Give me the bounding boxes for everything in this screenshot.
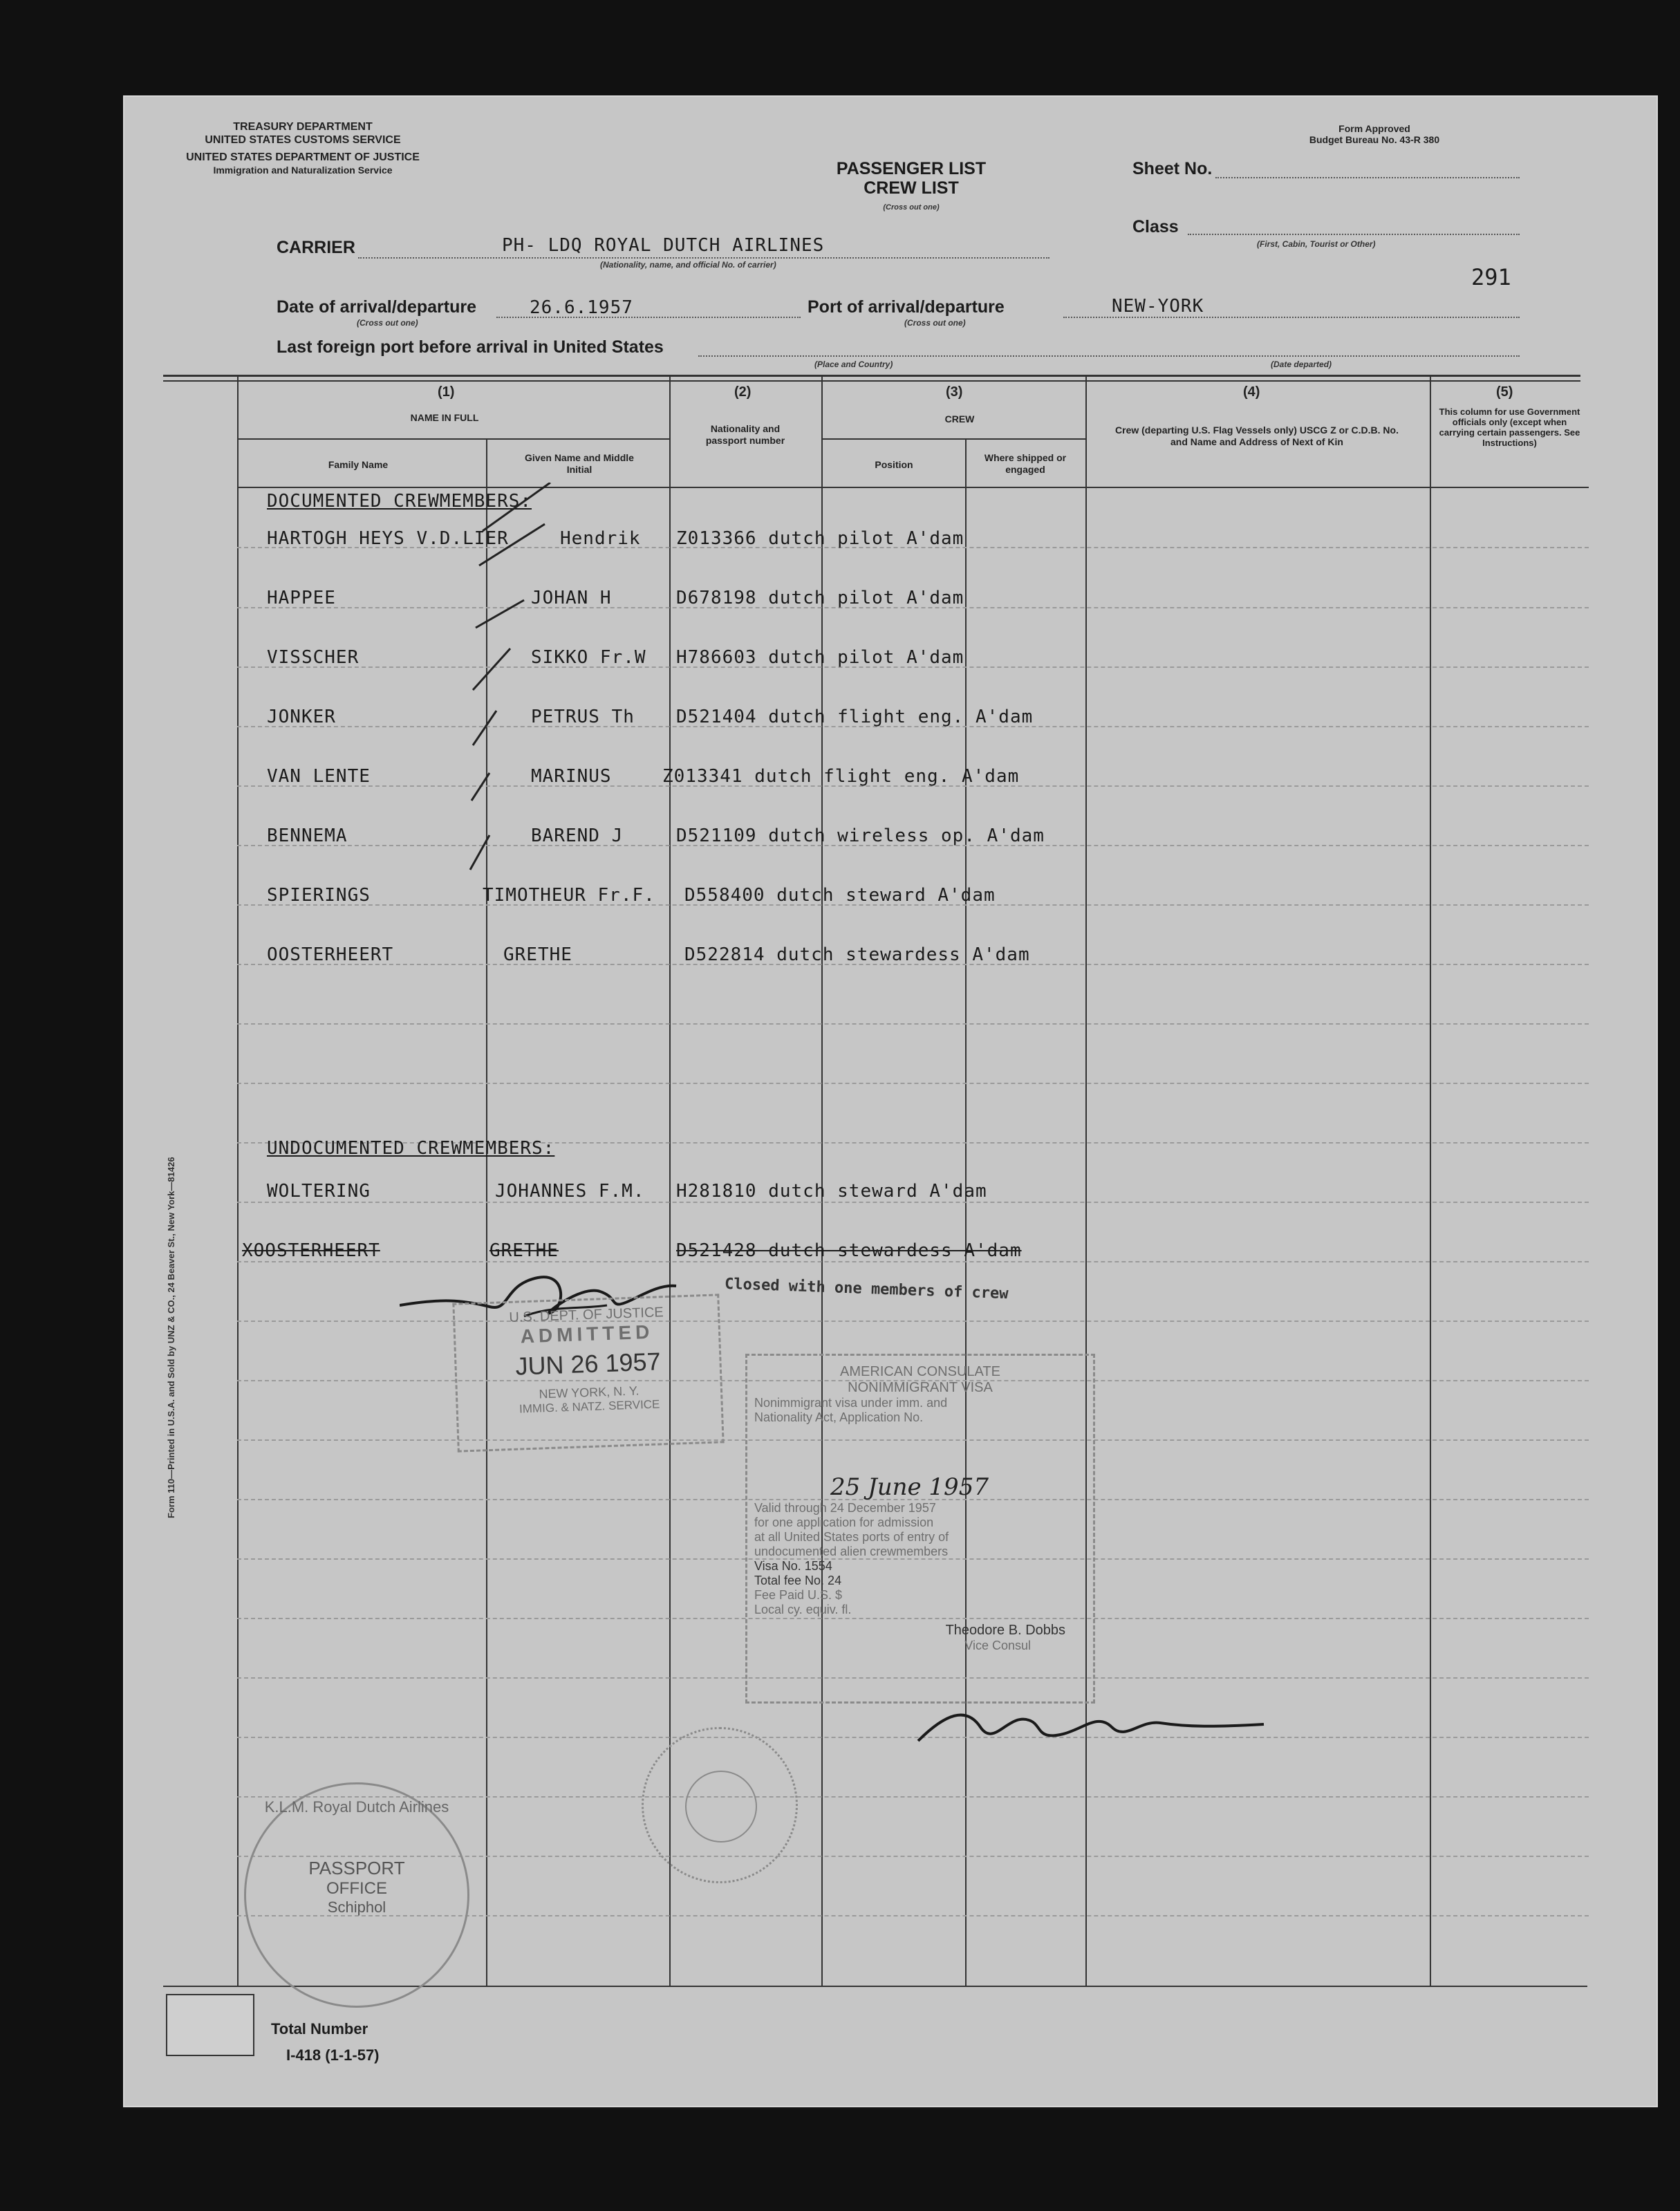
admitted-word: ADMITTED (520, 1321, 654, 1347)
class-label: Class (1132, 217, 1179, 236)
family-name: HAPPEE (267, 588, 336, 608)
col1-title: NAME IN FULL (410, 412, 479, 423)
given-name: BAREND J (531, 825, 624, 846)
date-value: 26.6.1957 (530, 297, 633, 318)
printer-side-text: Form 110—Printed in U.S.A. and Sold by UNZ & CO., 24 Beaver St., New York—81426 (166, 1157, 176, 1518)
consul-title: Vice Consul (964, 1639, 1031, 1652)
admitted-city: NEW YORK, N. Y. (539, 1383, 640, 1401)
klm-ring-text: K.L.M. Royal Dutch Airlines (264, 1798, 449, 1816)
col4-number: (4) (1243, 384, 1260, 400)
consulate-valid-line: Local cy. equiv. fl. (754, 1603, 852, 1616)
col3-title: CREW (944, 413, 975, 425)
given-name: MARINUS (531, 766, 612, 787)
given-name-head: Given Name and Middle Initial (525, 452, 634, 475)
family-name: JONKER (267, 707, 336, 727)
consulate-valid-line: Fee Paid U.S. $ (754, 1588, 843, 1602)
date-note: (Cross out one) (357, 318, 418, 328)
crew-details: H786603 dutch pilot A'dam (676, 647, 964, 668)
crew-details: D521109 dutch wireless op. A'dam (676, 825, 1045, 846)
closed-note: Closed with one members of crew (724, 1275, 1009, 1303)
family-name: HARTOGH HEYS V.D.LIER (267, 528, 509, 549)
given-name: GRETHE (489, 1240, 559, 1261)
col3-number: (3) (946, 384, 963, 400)
consul-name: Theodore B. Dobbs (945, 1623, 1065, 1638)
form-approved-line: Form Approved (1338, 123, 1410, 134)
class-note: (First, Cabin, Tourist or Other) (1257, 239, 1376, 249)
family-name: OOSTERHEERT (267, 944, 394, 965)
consulate-valid-line: undocumented alien crewmembers (754, 1545, 949, 1558)
given-name: JOHAN H (531, 588, 612, 608)
consulate-valid-line: for one application for admission (754, 1515, 934, 1529)
handwritten-ditto-marks (469, 483, 566, 994)
klm-schiphol: Schiphol (327, 1899, 386, 1916)
sheet-label: Sheet No. (1132, 159, 1213, 178)
carrier-note: (Nationality, name, and official No. of carrier) (600, 260, 776, 270)
agency-line-2: UNITED STATES CUSTOMS SERVICE (205, 134, 401, 146)
shipped-head: Where shipped or engaged (984, 452, 1067, 475)
klm-passport: PASSPORT (308, 1858, 405, 1878)
crew-details: D558400 dutch steward A'dam (684, 885, 996, 906)
position-head: Position (875, 459, 913, 470)
consulate-stamp (745, 1354, 1095, 1704)
admitted-stamp (452, 1294, 724, 1452)
col2-number: (2) (734, 384, 752, 400)
agency-line-1: TREASURY DEPARTMENT (233, 121, 373, 133)
crew-details: Z013341 dutch flight eng. A'dam (662, 766, 1020, 787)
crew-details: D521428 dutch stewardess A'dam (676, 1240, 1022, 1261)
port-note: (Cross out one) (904, 318, 966, 328)
eagle-icon (685, 1771, 757, 1842)
klm-office: OFFICE (326, 1879, 387, 1898)
list-title (801, 159, 1022, 217)
family-name: XOOSTERHEERT (242, 1240, 380, 1261)
undocumented-heading: UNDOCUMENTED CREWMEMBERS: (267, 1138, 555, 1159)
consulate-line: NONIMMIGRANT VISA (848, 1380, 993, 1395)
consular-seal (642, 1727, 798, 1883)
carrier-value: PH- LDQ ROYAL DUTCH AIRLINES (502, 235, 825, 256)
title-note: (Cross out one) (883, 203, 940, 212)
family-name: VAN LENTE (267, 766, 371, 787)
form-sheet (123, 95, 1658, 2107)
crew-details: D678198 dutch pilot A'dam (676, 588, 964, 608)
col5-title: This column for use Government officials only (except when carrying certain passengers. See Instructions) (1439, 407, 1580, 448)
col1-number: (1) (438, 384, 455, 400)
col4-title: Crew (departing U.S. Flag Vessels only) USCG Z or C.D.B. No. and Name and Address of Next of Kin (1115, 425, 1399, 447)
col5-number: (5) (1496, 384, 1513, 400)
port-label: Port of arrival/departure (808, 297, 1005, 317)
family-name: WOLTERING (267, 1181, 371, 1202)
admitted-date: JUN 26 1957 (514, 1347, 662, 1381)
consulate-line: Nonimmigrant visa under imm. and (754, 1396, 948, 1410)
given-name: SIKKO Fr.W (531, 647, 646, 668)
total-number-label: Total Number (271, 2020, 368, 2037)
consulate-line: Nationality Act, Application No. (754, 1410, 924, 1424)
port-value: NEW-YORK (1112, 296, 1204, 317)
consul-signature (904, 1699, 1278, 1762)
col2-title: Nationality and passport number (705, 423, 785, 446)
budget-bureau-line: Budget Bureau No. 43-R 380 (1309, 134, 1440, 145)
given-name: JOHANNES F.M. (495, 1181, 645, 1202)
form-approved (1285, 123, 1464, 145)
title-crew: CREW LIST (864, 178, 959, 198)
given-name: Hendrik (560, 528, 641, 549)
documented-heading: DOCUMENTED CREWMEMBERS: (267, 491, 532, 512)
family-name: BENNEMA (267, 825, 348, 846)
agency-block (158, 120, 448, 177)
date-label: Date of arrival/departure (277, 297, 476, 317)
admitted-service: IMMIG. & NATZ. SERVICE (519, 1397, 660, 1416)
given-name: GRETHE (503, 944, 572, 965)
consulate-line: AMERICAN CONSULATE (840, 1364, 1000, 1379)
last-port-label: Last foreign port before arrival in United States (277, 337, 664, 357)
crew-details: D521404 dutch flight eng. A'dam (676, 707, 1034, 727)
crew-details: D522814 dutch stewardess A'dam (684, 944, 1030, 965)
admitted-agency: U.S. DEPT. OF JUSTICE (509, 1305, 664, 1325)
crew-details: H281810 dutch steward A'dam (676, 1181, 987, 1202)
date-departed-note: (Date departed) (1271, 360, 1332, 369)
place-note: (Place and Country) (814, 360, 893, 369)
given-name: TIMOTHEUR Fr.F. (483, 885, 655, 906)
klm-passport-stamp (244, 1782, 469, 2008)
consulate-valid-line: at all United States ports of entry of (754, 1530, 949, 1544)
family-name: VISSCHER (267, 647, 360, 668)
crew-details: Z013366 dutch pilot A'dam (676, 528, 964, 549)
agency-line-4: Immigration and Naturalization Service (213, 165, 393, 176)
consulate-valid-line: Valid through 24 December 1957 (754, 1501, 936, 1515)
form-id: I-418 (1-1-57) (286, 2046, 380, 2064)
family-name-head: Family Name (328, 459, 389, 470)
family-name: SPIERINGS (267, 885, 371, 906)
consulate-date: 25 June 1957 (830, 1473, 989, 1501)
given-name: PETRUS Th (531, 707, 635, 727)
consulate-valid-line: Total fee No. 24 (754, 1574, 842, 1587)
page-number: 291 (1471, 264, 1511, 290)
total-number-box (166, 1994, 254, 2056)
carrier-label: CARRIER (277, 238, 355, 257)
consulate-valid-line: Visa No. 1554 (754, 1559, 832, 1573)
title-passenger: PASSENGER LIST (836, 159, 987, 178)
agency-line-3: UNITED STATES DEPARTMENT OF JUSTICE (186, 151, 420, 163)
